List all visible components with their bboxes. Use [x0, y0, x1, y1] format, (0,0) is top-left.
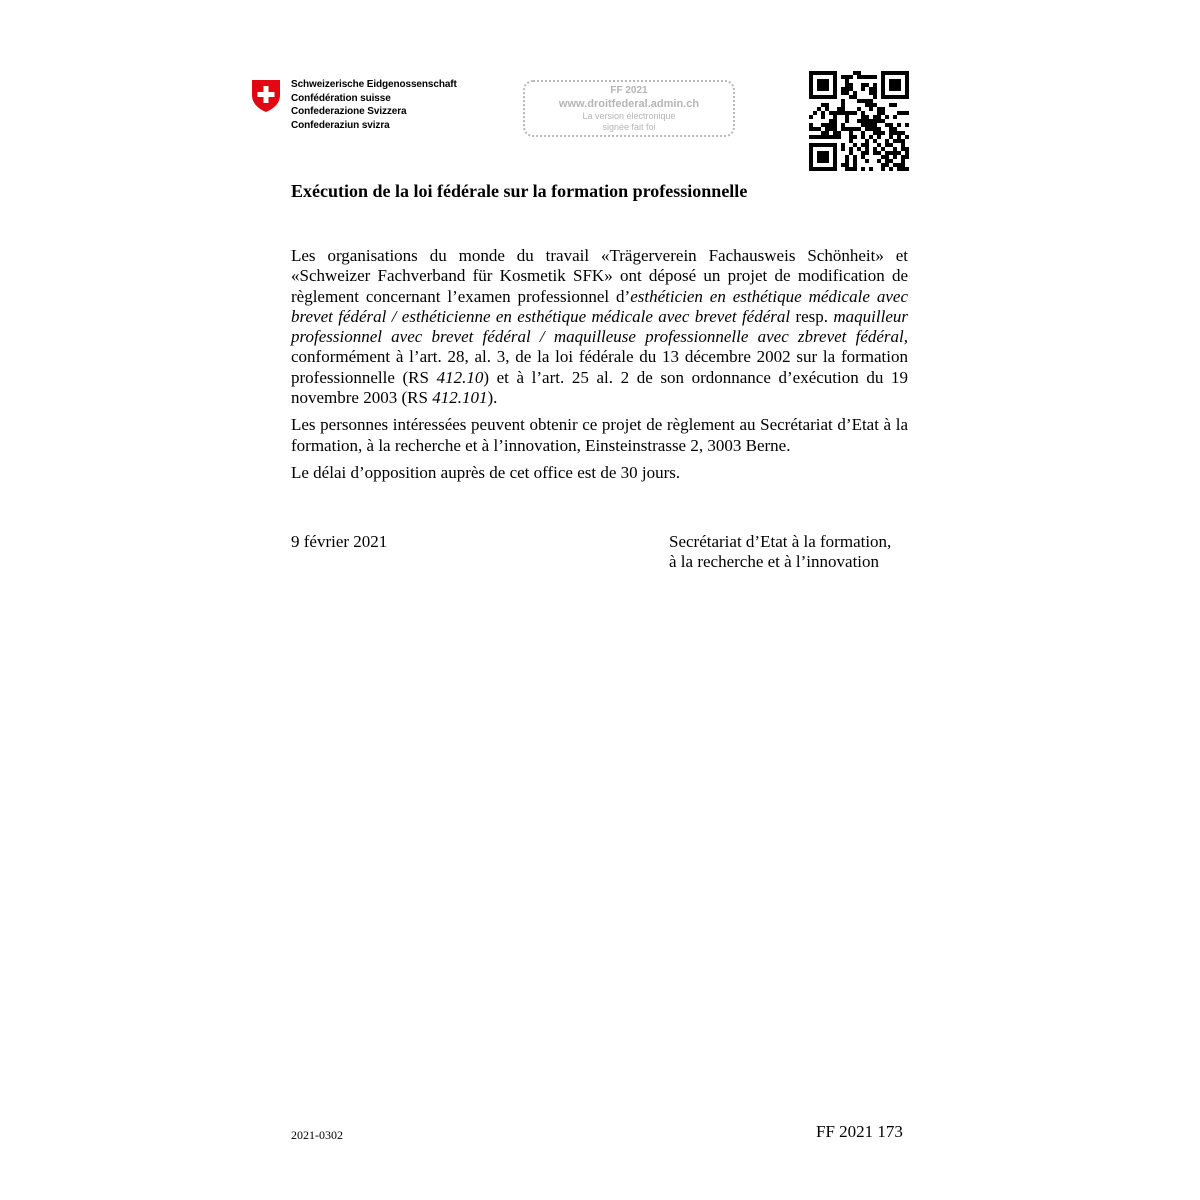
confederation-name-rm: Confederaziun svizra [291, 119, 390, 131]
paragraph-1-rs-ref-1: 412.10 [436, 367, 484, 387]
signature-line-2: à la recherche et à l’innovation [669, 552, 880, 572]
confederation-name-it: Confederazione Svizzera [291, 106, 407, 117]
paragraph-announcement [291, 246, 908, 408]
document-body [291, 246, 908, 490]
paragraph-1-text-c: resp. [790, 306, 834, 326]
confederation-name-fr: Confédération suisse [291, 92, 391, 104]
document-title: Exécution de la loi fédérale sur la formation professionnelle [291, 181, 748, 201]
paragraph-1-exam-title-2: maquilleur professionnel avec brevet fédéral / maquilleuse professionnelle avec zbrevet fédéral, [291, 306, 908, 347]
stamp-note-line1: La version électronique [582, 111, 676, 121]
stamp-ff-year: FF 2021 [610, 85, 648, 96]
paragraph-1-text-i: ). [487, 388, 498, 408]
paragraph-1-rs-ref-2: 412.101 [432, 388, 488, 408]
footer-reference: 2021-0302 [291, 1128, 343, 1142]
signature-block [669, 532, 891, 573]
qr-code-icon [809, 71, 909, 171]
paragraph-1-text-a: Les organisations du monde du travail «Trägerverein Fachausweis Schönheit» et «Schweizer Fachverband für Kosmetik SFK» ont déposé un projet de modification de règlement concernant l’examen professionnel d’ [291, 246, 908, 306]
swiss-shield-icon [251, 79, 281, 113]
paragraph-obtain-draft: Les personnes intéressées peuvent obtenir ce projet de règlement au Secrétariat d’Etat à la formation, à la recherche et à l’innovation, Einsteinstrasse 2, 3003 Berne. [291, 415, 908, 455]
footer-ff-number: FF 2021 173 [816, 1122, 903, 1141]
paragraph-1-text-e: conformément à l’art. 28, al. 3, de la loi fédérale du 13 décembre 2002 sur la formation professionnelle (RS [291, 347, 908, 387]
signature-line-1: Secrétariat d’Etat à la formation, [669, 532, 892, 551]
confederation-names [291, 78, 457, 132]
paragraph-1-exam-title-1: esthéticien en esthétique médicale avec brevet fédéral / esthéticienne en esthétique médicale avec brevet fédéral [291, 286, 908, 326]
paragraph-opposition-deadline: Le délai d’opposition auprès de cet office est de 30 jours. [291, 462, 681, 482]
confederation-logo [251, 78, 457, 132]
stamp-note-line2: signée fait foi [602, 122, 656, 132]
paragraph-1-text-g: ) et à l’art. 25 al. 2 de son ordonnance d’exécution du 19 novembre 2003 (RS [291, 367, 908, 408]
stamp-website: www.droitfederal.admin.ch [558, 98, 700, 110]
electronic-version-stamp [523, 80, 735, 137]
confederation-name-de: Schweizerische Eidgenossenschaft [291, 79, 457, 90]
document-date: 9 février 2021 [291, 532, 388, 551]
